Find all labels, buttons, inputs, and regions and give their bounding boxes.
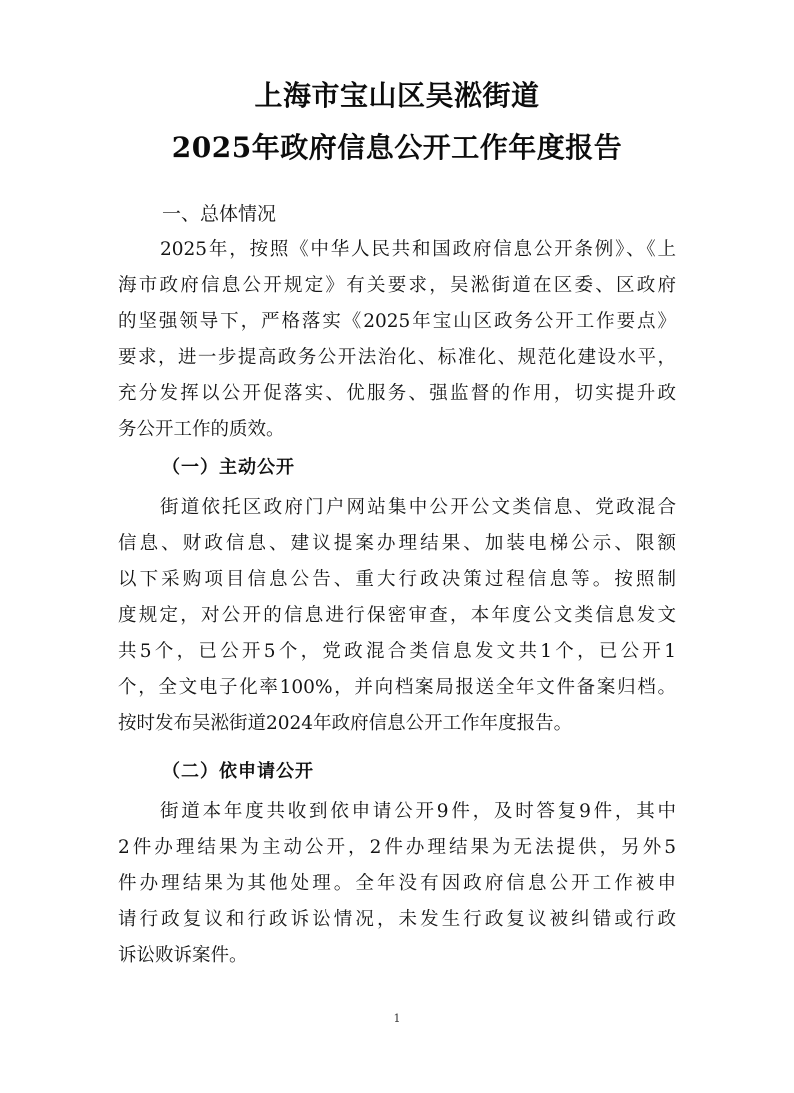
page-number: 1: [393, 1012, 401, 1025]
paragraph-line: 信息、财政信息、建议提案办理结果、加装电梯公示、限额: [118, 533, 676, 554]
paragraph-line: 个，全文电子化率100%，并向档案局报送全年文件备案归档。: [118, 677, 676, 698]
paragraph-line: 务公开工作的质效。: [118, 419, 285, 440]
subsection-heading-proactive-disclosure: （一）主动公开: [162, 457, 295, 478]
document-title-line-2: 2025年政府信息公开工作年度报告: [171, 131, 623, 164]
paragraph-line: 2件办理结果为主动公开，2件办理结果为无法提供，另外5: [118, 837, 676, 858]
paragraph-line: 以下采购项目信息公告、重大行政决策过程信息等。按照制: [118, 569, 676, 590]
paragraph-line: 按时发布吴淞街道2024年政府信息公开工作年度报告。: [118, 713, 573, 734]
paragraph-line: 街道本年度共收到依申请公开9件，及时答复9件，其中: [160, 801, 676, 822]
paragraph-line: 街道依托区政府门户网站集中公开公文类信息、党政混合: [160, 497, 676, 518]
paragraph-line: 件办理结果为其他处理。全年没有因政府信息公开工作被申: [118, 873, 676, 894]
paragraph-line: 的坚强领导下，严格落实《2025年宝山区政务公开工作要点》: [118, 311, 676, 332]
paragraph-line: 海市政府信息公开规定》有关要求，吴淞街道在区委、区政府: [118, 275, 676, 296]
paragraph-line: 诉讼败诉案件。: [118, 945, 248, 966]
paragraph-line: 充分发挥以公开促落实、优服务、强监督的作用，切实提升政: [118, 383, 676, 404]
paragraph-line: 度规定，对公开的信息进行保密审查，本年度公文类信息发文: [118, 605, 676, 626]
paragraph-line: 2025年，按照《中华人民共和国政府信息公开条例》、《上: [160, 239, 676, 260]
paragraph-line: 请行政复议和行政诉讼情况，未发生行政复议被纠错或行政: [118, 909, 676, 930]
document-title-line-1: 上海市宝山区吴淞街道: [254, 79, 540, 112]
paragraph-line: 要求，进一步提高政务公开法治化、标准化、规范化建设水平，: [118, 347, 676, 368]
paragraph-line: 共5个，已公开5个，党政混合类信息发文共1个，已公开1: [118, 641, 676, 662]
subsection-heading-request-disclosure: （二）依申请公开: [162, 761, 314, 782]
section-heading-overview: 一、总体情况: [162, 203, 277, 225]
